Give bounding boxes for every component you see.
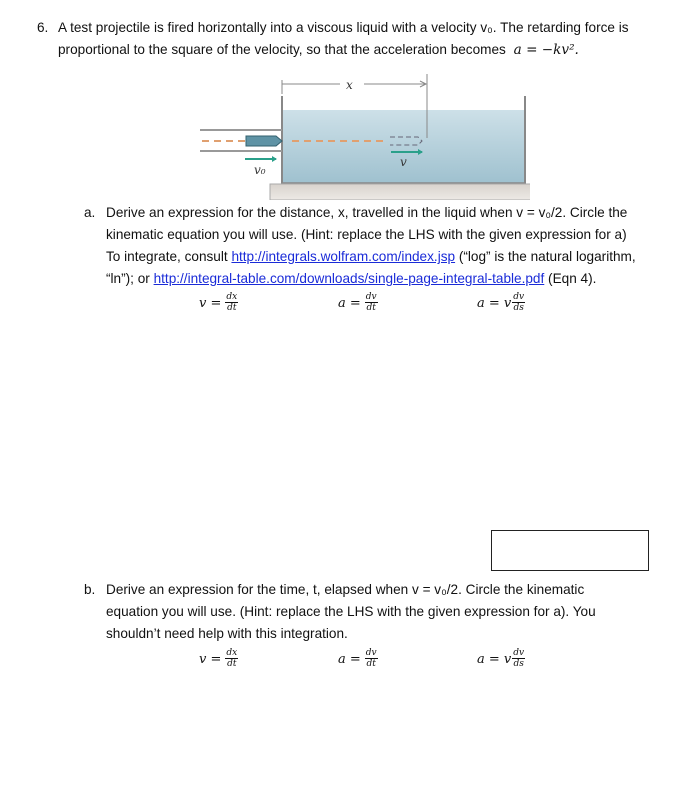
problem-number: 6. <box>37 20 49 35</box>
lhs: v = <box>199 295 222 311</box>
wolfram-link[interactable]: http://integrals.wolfram.com/index.jsp <box>231 249 456 264</box>
numerator: dv <box>365 292 377 302</box>
problem-text-line1: A test projectile is fired horizontally into a viscous liquid with a velocity v₀. The retarding force is <box>58 20 629 35</box>
part-b-line1: Derive an expression for the time, t, elapsed when v = v₀/2. Circle the kinematic <box>106 582 585 597</box>
equation-velocity-a[interactable] <box>199 292 238 314</box>
numerator: dv <box>513 292 525 302</box>
answer-box[interactable] <box>491 530 649 571</box>
text: (Eqn 4). <box>544 271 597 286</box>
equation-acceleration-a[interactable] <box>338 292 378 314</box>
figure-label-x: x <box>346 78 353 92</box>
coef: v <box>503 295 512 311</box>
equation-vdvds-b[interactable] <box>477 648 525 670</box>
text: (“log” is the natural logarithm, <box>455 249 636 264</box>
denominator: dt <box>227 303 237 313</box>
equation-vdvds-a[interactable] <box>477 292 525 314</box>
coef: v <box>503 651 512 667</box>
numerator: dv <box>365 648 377 658</box>
denominator: ds <box>513 303 524 313</box>
numerator: dx <box>226 648 238 658</box>
numerator: dv <box>513 648 525 658</box>
lhs: v = <box>199 651 222 667</box>
figure-label-v: v <box>400 155 407 169</box>
part-a-line4 <box>106 268 596 290</box>
text: “ln”); or <box>106 271 154 286</box>
equation-acceleration-b[interactable] <box>338 648 378 670</box>
liquid <box>282 110 525 183</box>
part-b-line2: equation you will use. (Hint: replace the LHS with the given expression for a). You <box>106 604 596 619</box>
part-a-label: a. <box>84 205 96 220</box>
part-a-line3 <box>106 246 636 268</box>
problem-text-line2: proportional to the square of the velocity, so that the acceleration becomes <box>58 42 506 57</box>
part-b-label: b. <box>84 582 96 597</box>
figure-label-v0: v₀ <box>254 163 266 177</box>
denominator: dt <box>227 659 237 669</box>
projectile-figure <box>180 66 530 200</box>
part-a-line2: kinematic equation you will use. (Hint: replace the LHS with the given expression for a) <box>106 227 627 242</box>
part-b-line3: shouldn’t need help with this integration. <box>106 626 348 641</box>
acceleration-equation: a = −kv². <box>513 42 579 58</box>
ground <box>270 184 530 200</box>
lhs: a = <box>477 651 500 667</box>
equation-velocity-b[interactable] <box>199 648 238 670</box>
integral-table-link[interactable]: http://integral-table.com/downloads/single-page-integral-table.pdf <box>153 271 545 286</box>
text: To integrate, consult <box>106 249 232 264</box>
lhs: a = <box>338 651 361 667</box>
projectile <box>246 136 282 146</box>
denominator: ds <box>513 659 524 669</box>
lhs: a = <box>338 295 361 311</box>
denominator: dt <box>366 303 376 313</box>
denominator: dt <box>366 659 376 669</box>
numerator: dx <box>226 292 238 302</box>
problem-text-line2-wrap <box>58 39 579 61</box>
lhs: a = <box>477 295 500 311</box>
part-a-line1: Derive an expression for the distance, x, travelled in the liquid when v = v₀/2. Circle the <box>106 205 628 220</box>
